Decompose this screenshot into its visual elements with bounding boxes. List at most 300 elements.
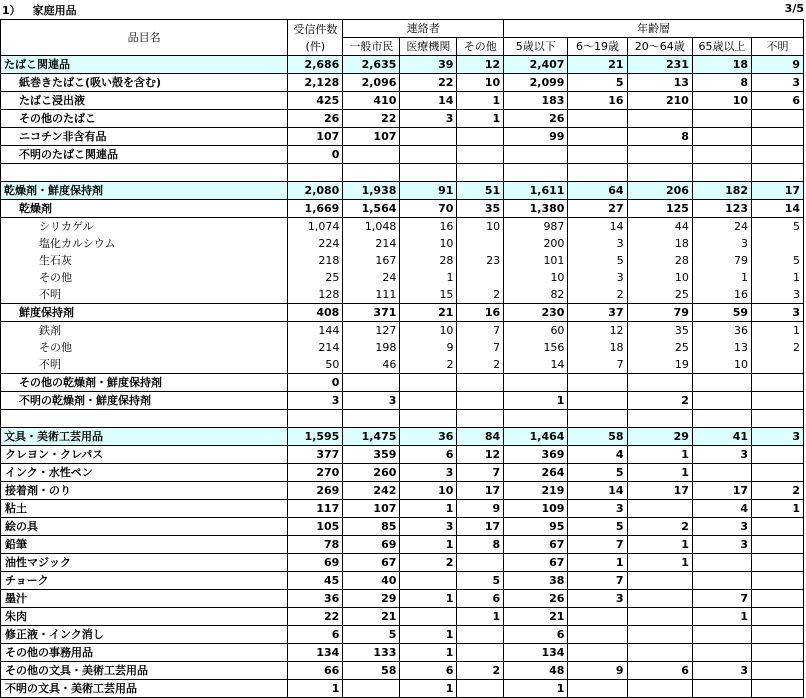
cell-value: 8 [457,536,504,554]
cell-value: 1 [627,536,692,554]
cell-value: 22 [400,74,457,92]
cell-value: 99 [504,128,568,146]
row-label: 修正液・インク消し [1,626,288,644]
cell-value [343,164,400,182]
table-row [1,322,804,340]
cell-value: 1 [627,554,692,572]
row-label: 乾燥剤・鮮度保持剤 [1,182,288,200]
cell-value: 10 [400,322,457,340]
cell-value: 1 [288,680,343,698]
cell-value: 1 [752,269,804,286]
cell-value: 2 [400,356,457,374]
header-age: 年齢層 [504,20,804,38]
cell-value: 3 [752,428,804,446]
cell-value: 3 [400,464,457,482]
cell-value: 2,635 [343,56,400,74]
cell-value: 3 [692,536,751,554]
cell-value: 6 [752,92,804,110]
cell-value: 3 [288,392,343,410]
cell-value: 111 [343,286,400,304]
cell-value [752,356,804,374]
cell-value: 58 [568,428,627,446]
cell-value: 10 [504,269,568,286]
table-row [1,518,804,536]
cell-value: 46 [343,356,400,374]
table-row [1,235,804,252]
cell-value: 105 [288,518,343,536]
cell-value: 242 [343,482,400,500]
cell-value: 230 [504,304,568,322]
cell-value: 21 [343,608,400,626]
cell-value: 1 [400,680,457,698]
cell-value [457,146,504,164]
cell-value: 359 [343,446,400,464]
cell-value [752,410,804,428]
cell-value: 7 [457,339,504,356]
cell-value: 12 [457,446,504,464]
cell-value: 5 [568,464,627,482]
cell-value: 18 [568,339,627,356]
cell-value [692,464,751,482]
household-products-table [0,19,804,698]
cell-value: 16 [457,304,504,322]
cell-value: 1 [457,92,504,110]
cell-value [627,374,692,392]
cell-value: 10 [627,269,692,286]
cell-value: 1 [752,500,804,518]
cell-value [457,128,504,146]
cell-value: 26 [504,110,568,128]
cell-value [627,608,692,626]
cell-value: 3 [752,286,804,304]
cell-value: 2 [457,356,504,374]
cell-value: 3 [752,304,804,322]
table-row [1,536,804,554]
cell-value: 21 [400,304,457,322]
cell-value: 10 [400,235,457,252]
cell-value [627,164,692,182]
cell-value [752,590,804,608]
cell-value [343,680,400,698]
cell-value: 123 [692,200,751,218]
cell-value [457,680,504,698]
cell-value: 371 [343,304,400,322]
cell-value: 264 [504,464,568,482]
cell-value: 5 [457,572,504,590]
row-label: 鉄剤 [1,322,288,340]
cell-value: 48 [504,662,568,680]
cell-value: 3 [692,446,751,464]
table-row [1,428,804,446]
cell-value: 2 [568,286,627,304]
cell-value: 156 [504,339,568,356]
table-row [1,626,804,644]
cell-value [752,518,804,536]
cell-value: 2 [752,482,804,500]
section-number: 1） [2,4,21,17]
row-label [1,410,288,428]
cell-value: 3 [400,518,457,536]
table-row [1,74,804,92]
cell-value: 17 [627,482,692,500]
cell-value [752,464,804,482]
cell-value: 127 [343,322,400,340]
cell-value: 109 [504,500,568,518]
cell-value: 85 [343,518,400,536]
cell-value: 25 [627,286,692,304]
cell-value [752,392,804,410]
cell-value: 35 [627,322,692,340]
cell-value: 1,464 [504,428,568,446]
cell-value: 6 [504,626,568,644]
cell-value: 16 [692,286,751,304]
cell-value: 23 [457,252,504,269]
cell-value: 3 [692,518,751,536]
cell-value: 50 [288,356,343,374]
header-contact-col: 一般市民 [343,38,400,56]
cell-value [400,164,457,182]
cell-value: 7 [568,356,627,374]
cell-value [627,572,692,590]
table-row [1,662,804,680]
table-row [1,572,804,590]
cell-value: 2 [627,392,692,410]
cell-value: 1 [457,110,504,128]
cell-value: 10 [457,74,504,92]
cell-value: 0 [288,146,343,164]
cell-value: 25 [627,339,692,356]
cell-value [752,644,804,662]
cell-value: 78 [288,536,343,554]
cell-value: 1 [457,608,504,626]
cell-value: 9 [752,56,804,74]
cell-value: 2 [400,554,457,572]
cell-value: 3 [692,235,751,252]
cell-value: 38 [504,572,568,590]
cell-value: 29 [343,590,400,608]
cell-value: 2 [457,286,504,304]
cell-value: 37 [568,304,627,322]
cell-value: 377 [288,446,343,464]
table-body [1,56,804,698]
cell-value: 58 [343,662,400,680]
table-row [1,182,804,200]
cell-value: 107 [343,500,400,518]
cell-value [504,164,568,182]
cell-value [692,392,751,410]
cell-value: 12 [457,56,504,74]
cell-value [504,410,568,428]
cell-value: 270 [288,464,343,482]
row-label: その他の文具・美術工芸用品 [1,662,288,680]
cell-value: 6 [400,662,457,680]
cell-value: 18 [692,56,751,74]
cell-value: 1,475 [343,428,400,446]
cell-value: 18 [627,235,692,252]
cell-value: 6 [400,446,457,464]
cell-value [400,392,457,410]
row-label [1,164,288,182]
cell-value: 117 [288,500,343,518]
cell-value: 25 [288,269,343,286]
cell-value: 14 [400,92,457,110]
cell-value: 51 [457,182,504,200]
header-age-col: 5歳以下 [504,38,568,56]
cell-value: 9 [457,500,504,518]
cell-value [752,446,804,464]
cell-value [568,374,627,392]
cell-value: 2 [457,662,504,680]
cell-value [752,608,804,626]
cell-value: 40 [343,572,400,590]
cell-value [752,164,804,182]
row-label: ニコチン非含有品 [1,128,288,146]
cell-value [692,644,751,662]
page-number: 3/5 [784,2,804,15]
cell-value: 1,669 [288,200,343,218]
cell-value: 1 [504,392,568,410]
row-label: その他の事務用品 [1,644,288,662]
header-age-col: 不明 [752,38,804,56]
row-label: チョーク [1,572,288,590]
cell-value [752,146,804,164]
cell-value [457,392,504,410]
cell-value: 10 [457,218,504,236]
cell-value [288,164,343,182]
cell-value [457,269,504,286]
cell-value [752,680,804,698]
cell-value: 183 [504,92,568,110]
cell-value [692,374,751,392]
cell-value: 214 [288,339,343,356]
cell-value [752,536,804,554]
cell-value: 6 [457,590,504,608]
cell-value: 1 [400,644,457,662]
row-label: 鉛筆 [1,536,288,554]
section-title [2,2,77,18]
cell-value: 214 [343,235,400,252]
section-name: 家庭用品 [32,4,77,17]
cell-value: 1 [400,536,457,554]
table-row [1,92,804,110]
cell-value: 84 [457,428,504,446]
cell-value: 10 [692,92,751,110]
table-row [1,680,804,698]
table-row [1,286,804,304]
cell-value [343,410,400,428]
table-row [1,374,804,392]
cell-value [568,644,627,662]
cell-value [752,662,804,680]
table-row [1,644,804,662]
cell-value [692,572,751,590]
cell-value [568,410,627,428]
cell-value: 17 [692,482,751,500]
header-age-col: 6～19歳 [568,38,627,56]
cell-value: 7 [692,590,751,608]
cell-value: 125 [627,200,692,218]
cell-value [504,374,568,392]
table-row [1,146,804,164]
cell-value: 67 [504,536,568,554]
cell-value: 44 [627,218,692,236]
cell-value: 206 [627,182,692,200]
cell-value: 8 [627,128,692,146]
header-item-name: 品目名 [1,20,288,56]
cell-value: 5 [752,218,804,236]
cell-value: 28 [627,252,692,269]
row-label: 不明 [1,286,288,304]
cell-value [400,572,457,590]
cell-value [627,626,692,644]
row-label: 不明 [1,356,288,374]
cell-value [457,235,504,252]
cell-value: 3 [568,590,627,608]
cell-value: 36 [400,428,457,446]
cell-value [627,110,692,128]
cell-value: 3 [343,392,400,410]
cell-value: 2,407 [504,56,568,74]
row-label: その他のたばこ [1,110,288,128]
cell-value [692,554,751,572]
cell-value: 4 [692,500,751,518]
cell-value: 22 [343,110,400,128]
table-row [1,200,804,218]
cell-value [692,128,751,146]
cell-value: 182 [692,182,751,200]
cell-value: 36 [692,322,751,340]
cell-value: 70 [400,200,457,218]
cell-value: 5 [568,518,627,536]
cell-value: 128 [288,286,343,304]
cell-value: 82 [504,286,568,304]
cell-value [568,608,627,626]
cell-value: 26 [288,110,343,128]
cell-value: 1 [692,269,751,286]
cell-value [568,128,627,146]
cell-value: 17 [752,182,804,200]
cell-value [400,374,457,392]
cell-value: 1 [627,446,692,464]
cell-value: 36 [288,590,343,608]
cell-value [692,146,751,164]
row-label: シリカゲル [1,218,288,236]
cell-value: 13 [692,339,751,356]
cell-value: 5 [568,74,627,92]
cell-value: 13 [627,74,692,92]
cell-value: 1 [568,554,627,572]
cell-value [568,680,627,698]
cell-value: 1,611 [504,182,568,200]
header-contact: 連絡者 [343,20,504,38]
cell-value: 17 [457,518,504,536]
cell-value: 59 [692,304,751,322]
cell-value: 1,048 [343,218,400,236]
cell-value: 1 [400,626,457,644]
cell-value: 2 [627,518,692,536]
cell-value: 134 [288,644,343,662]
row-label: 乾燥剤 [1,200,288,218]
cell-value: 260 [343,464,400,482]
cell-value: 45 [288,572,343,590]
cell-value: 1 [752,322,804,340]
cell-value: 231 [627,56,692,74]
table-row [1,590,804,608]
cell-value: 14 [504,356,568,374]
cell-value [752,626,804,644]
cell-value [692,410,751,428]
cell-value: 369 [504,446,568,464]
cell-value: 1 [627,464,692,482]
table-row [1,464,804,482]
cell-value: 24 [343,269,400,286]
cell-value: 5 [752,252,804,269]
cell-value [457,644,504,662]
row-label: 接着剤・のり [1,482,288,500]
cell-value: 210 [627,92,692,110]
cell-value: 64 [568,182,627,200]
table-row [1,392,804,410]
table-row [1,128,804,146]
table-row [1,500,804,518]
cell-value [568,146,627,164]
cell-value: 107 [288,128,343,146]
cell-value: 101 [504,252,568,269]
cell-value: 14 [752,200,804,218]
cell-value: 8 [692,74,751,92]
row-label: 生石灰 [1,252,288,269]
cell-value: 21 [504,608,568,626]
row-label: 文具・美術工芸用品 [1,428,288,446]
cell-value [568,626,627,644]
table-row [1,339,804,356]
cell-value [752,110,804,128]
table-row [1,218,804,236]
cell-value: 10 [692,356,751,374]
cell-value: 410 [343,92,400,110]
cell-value [627,500,692,518]
cell-value: 69 [288,554,343,572]
cell-value [568,164,627,182]
header-contact-col: 医療機関 [400,38,457,56]
cell-value: 3 [752,74,804,92]
cell-value: 2,128 [288,74,343,92]
cell-value: 16 [400,218,457,236]
table-row [1,608,804,626]
table-row [1,304,804,322]
cell-value [627,146,692,164]
cell-value [457,554,504,572]
cell-value: 39 [400,56,457,74]
cell-value: 167 [343,252,400,269]
cell-value: 5 [568,252,627,269]
row-label: 粘土 [1,500,288,518]
cell-value: 1 [400,269,457,286]
cell-value: 66 [288,662,343,680]
cell-value [752,128,804,146]
cell-value: 60 [504,322,568,340]
cell-value [400,410,457,428]
table-row [1,356,804,374]
cell-value [457,374,504,392]
cell-value: 1,074 [288,218,343,236]
row-label: たばこ関連品 [1,56,288,74]
row-label: その他の乾燥剤・鮮度保持剤 [1,374,288,392]
cell-value: 67 [343,554,400,572]
cell-value: 3 [568,500,627,518]
cell-value [627,410,692,428]
cell-value [752,235,804,252]
